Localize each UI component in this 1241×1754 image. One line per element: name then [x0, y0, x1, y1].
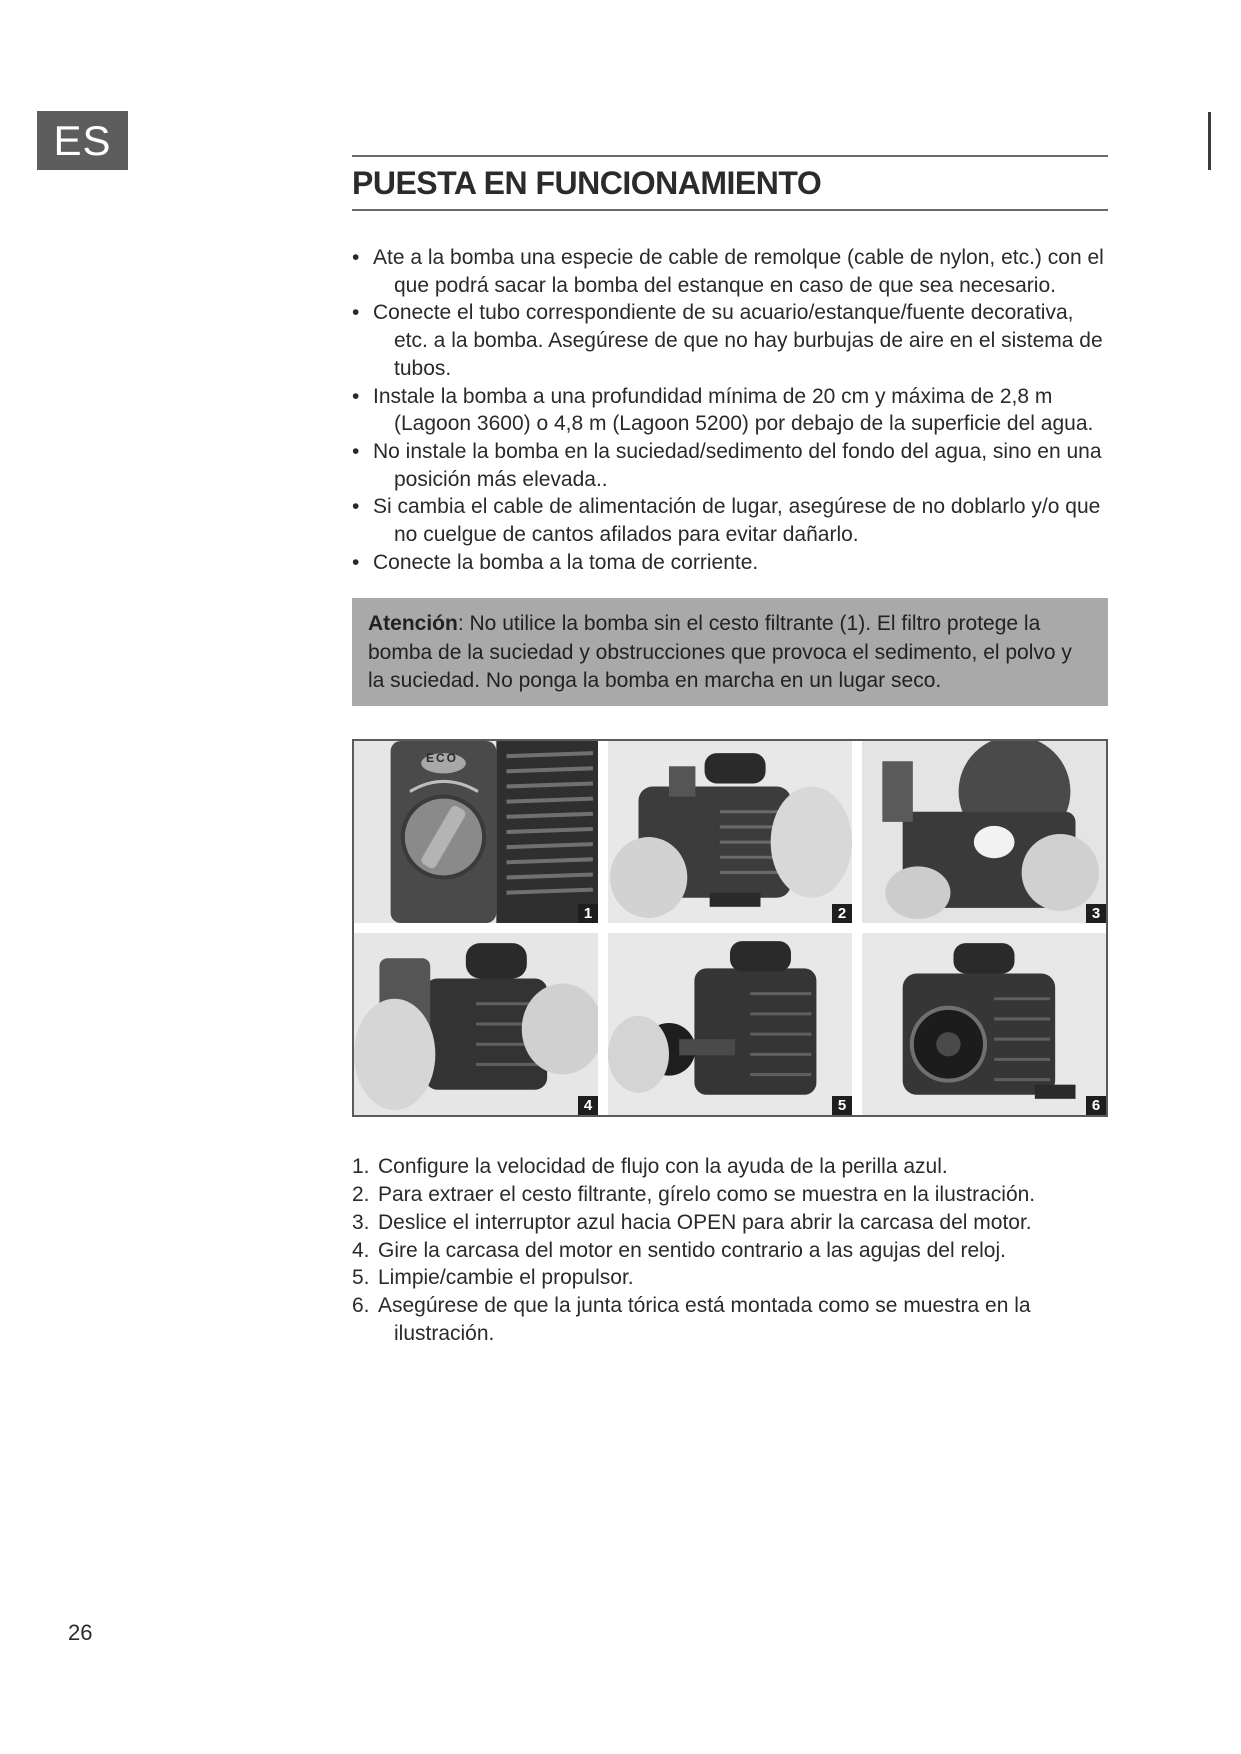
photo-panel-4	[354, 933, 598, 1115]
bullet-icon: •	[352, 384, 360, 408]
language-tab: ES	[37, 111, 128, 170]
photo-number: 6	[1086, 1096, 1106, 1115]
list-item: • Conecte el tubo correspondiente de su acuario/estanque/fuente decorativa, etc. a la bomba. Asegúrese de que no hay burbujas de aire en el sistema de tubos.	[352, 301, 1103, 380]
step-number: 4.	[352, 1238, 370, 1262]
step-number: 6.	[352, 1293, 370, 1317]
bullet-icon: •	[352, 439, 360, 463]
photo-panel-2	[608, 741, 852, 923]
notice-text: : No utilice la bomba sin el cesto filtrante (1). El filtro protege la bomba de la suciedad y obstrucciones que provoca el sedimento, el polvo y la suciedad. No ponga la bomba en marcha en un lugar seco.	[368, 612, 1072, 693]
photo-number: 3	[1086, 904, 1106, 923]
photo-number: 5	[832, 1096, 852, 1115]
photo-panel-1	[354, 741, 598, 923]
list-item: 4. Gire la carcasa del motor en sentido contrario a las agujas del reloj.	[352, 1237, 1108, 1265]
photo-panel-5	[608, 933, 852, 1115]
bullet-icon: •	[352, 301, 360, 325]
bullet-icon: •	[352, 550, 360, 574]
photo-number: 2	[832, 904, 852, 923]
step-number: 2.	[352, 1183, 370, 1207]
eco-label: ECO	[426, 751, 459, 766]
list-item: 3. Deslice el interruptor azul hacia OPEN para abrir la carcasa del motor.	[352, 1209, 1108, 1237]
list-item: • Ate a la bomba una especie de cable de remolque (cable de nylon, etc.) con el que podrá sacar la bomba del estanque en caso de que sea necesario.	[352, 246, 1104, 297]
notice-label: Atención	[368, 612, 458, 636]
eco-knob-illustration	[354, 741, 598, 923]
rotate-housing-illustration	[354, 933, 598, 1115]
list-item: • Conecte la bomba a la toma de corriente.	[352, 549, 1108, 577]
bullet-icon: •	[352, 495, 360, 519]
step-number: 3.	[352, 1210, 370, 1234]
step-number: 5.	[352, 1266, 370, 1290]
main-content	[352, 155, 1108, 1347]
list-item: • No instale la bomba en la suciedad/sedimento del fondo del agua, sino en una posición más elevada..	[352, 439, 1102, 491]
list-item: • Instale la bomba a una profundidad mínima de 20 cm y máxima de 2,8 m (Lagoon 3600) o 4,8 m (Lagoon 5200) por debajo de la superficie del agua.	[352, 384, 1094, 436]
photo-panel-6	[862, 933, 1106, 1115]
photo-panel-3	[862, 741, 1106, 923]
title-rule-bottom	[352, 209, 1108, 211]
setup-bullet-list	[352, 244, 1108, 576]
step-number: 1.	[352, 1155, 370, 1179]
impeller-removal-illustration	[608, 933, 852, 1115]
section-title: PUESTA EN FUNCIONAMIENTO	[352, 165, 822, 201]
pump-photo-grid	[352, 739, 1108, 1117]
list-item: 5. Limpie/cambie el propulsor.	[352, 1264, 1108, 1292]
list-item: 6. Asegúrese de que la junta tórica está montada como se muestra en la ilustración.	[352, 1293, 1031, 1345]
bullet-icon: •	[352, 246, 360, 269]
list-item: 2. Para extraer el cesto filtrante, gírelo como se muestra en la ilustración.	[352, 1181, 1108, 1209]
steps-list	[352, 1153, 1108, 1347]
o-ring-illustration	[862, 933, 1106, 1115]
photo-number: 4	[578, 1096, 598, 1115]
list-item: 1. Configure la velocidad de flujo con la ayuda de la perilla azul.	[352, 1153, 1108, 1181]
attention-notice	[352, 598, 1108, 706]
photo-number: 1	[578, 904, 598, 923]
pump-hands-illustration	[608, 741, 852, 923]
page-edge-marker	[1208, 112, 1211, 170]
motor-housing-illustration	[862, 741, 1106, 923]
page-number: 26	[68, 1620, 93, 1645]
list-item: • Si cambia el cable de alimentación de lugar, asegúrese de no doblarlo y/o que no cuelgue de cantos afilados para evitar dañarlo.	[352, 495, 1101, 547]
